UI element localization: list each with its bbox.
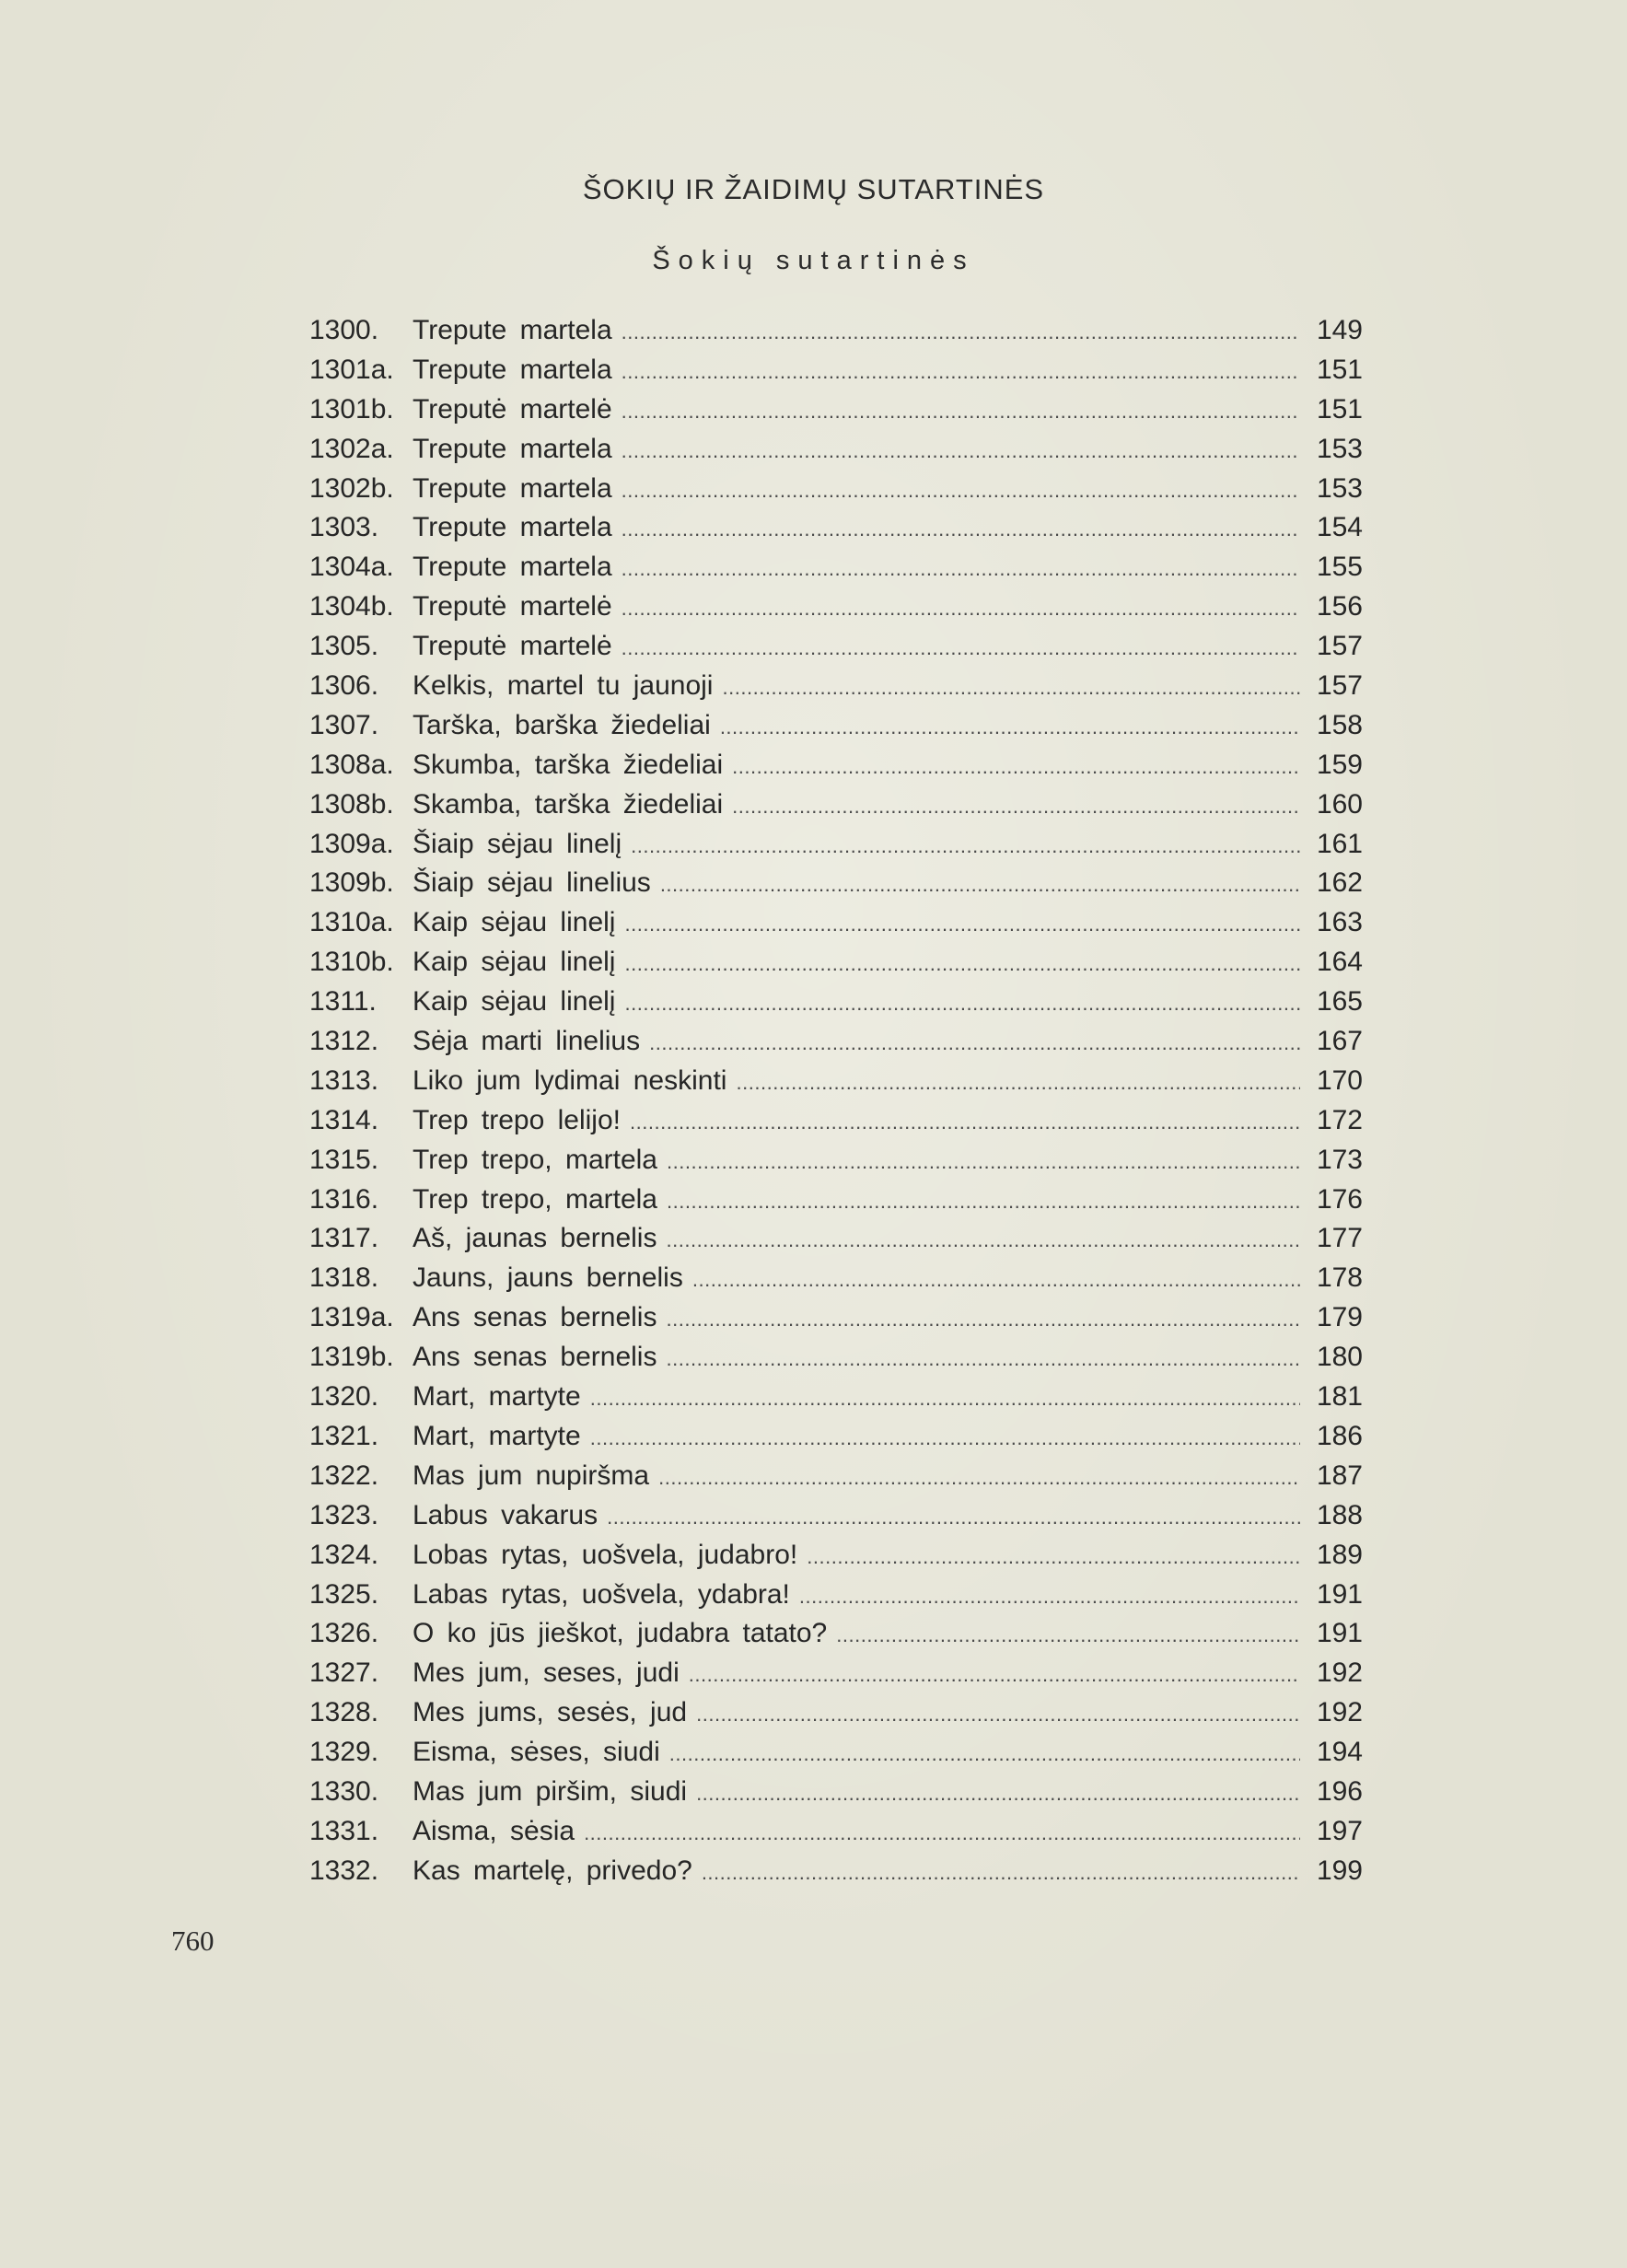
toc-entry — [309, 591, 1363, 631]
entry-number: 1315. — [309, 1144, 379, 1175]
entry-number: 1303. — [309, 512, 379, 543]
entry-title: Skumba, tarška žiedeliai — [413, 749, 724, 780]
entry-number: 1318. — [309, 1262, 379, 1294]
entry-page-number: 151 — [1316, 393, 1363, 425]
entry-page-number: 173 — [1316, 1144, 1363, 1175]
entry-number: 1325. — [309, 1578, 379, 1610]
entry-number: 1319b. — [309, 1342, 394, 1373]
dot-leader — [736, 1071, 1300, 1095]
entry-title: Šiaip sėjau linelį — [413, 828, 622, 859]
entry-page-number: 187 — [1316, 1460, 1363, 1491]
entry-title: Trepute martela — [413, 433, 612, 464]
entry-number: 1329. — [309, 1737, 379, 1768]
entry-number: 1308a. — [309, 749, 394, 780]
dot-leader — [666, 1347, 1300, 1371]
entry-title: Mes jums, sesės, jud — [413, 1697, 688, 1728]
dot-leader — [696, 1782, 1300, 1806]
toc-entry — [309, 947, 1363, 986]
dot-leader — [799, 1585, 1300, 1609]
entry-number: 1309b. — [309, 867, 394, 899]
toc-entry — [309, 631, 1363, 670]
entry-number: 1316. — [309, 1183, 379, 1215]
entry-page-number: 192 — [1316, 1657, 1363, 1689]
entry-page-number: 154 — [1316, 512, 1363, 543]
dot-leader — [624, 952, 1300, 976]
entry-title: Labas rytas, uošvela, ydabra! — [413, 1578, 790, 1610]
dot-leader — [666, 1308, 1300, 1332]
entry-page-number: 153 — [1316, 472, 1363, 504]
entry-page-number: 197 — [1316, 1815, 1363, 1846]
entry-title: Aisma, sėsia — [413, 1815, 575, 1846]
toc-entry — [309, 1657, 1363, 1697]
toc-entry — [309, 512, 1363, 552]
dot-leader — [584, 1821, 1300, 1845]
entry-page-number: 151 — [1316, 354, 1363, 385]
entry-title: Trepute martela — [413, 472, 612, 504]
entry-number: 1309a. — [309, 828, 394, 859]
entry-title: Treputė martelė — [413, 591, 612, 622]
toc-entry — [309, 1223, 1363, 1262]
dot-leader — [622, 400, 1300, 424]
entry-title: Labus vakarus — [413, 1499, 599, 1530]
entry-page-number: 158 — [1316, 709, 1363, 740]
toc-entry — [309, 315, 1363, 355]
entry-page-number: 162 — [1316, 867, 1363, 899]
entry-number: 1324. — [309, 1539, 379, 1570]
entry-number: 1310a. — [309, 907, 394, 938]
entry-number: 1322. — [309, 1460, 379, 1491]
entry-number: 1304a. — [309, 552, 394, 583]
entry-number: 1304b. — [309, 591, 394, 622]
dot-leader — [732, 755, 1300, 779]
entry-number: 1328. — [309, 1697, 379, 1728]
entry-title: Trep trepo, martela — [413, 1144, 657, 1175]
toc-entry — [309, 473, 1363, 513]
dot-leader — [607, 1506, 1300, 1529]
entry-title: Kelkis, martel tu jaunoji — [413, 670, 714, 702]
entry-page-number: 177 — [1316, 1223, 1363, 1254]
table-of-contents — [309, 315, 1363, 1895]
toc-entry — [309, 907, 1363, 947]
toc-entry — [309, 1302, 1363, 1342]
dot-leader — [622, 518, 1300, 541]
dot-leader — [630, 1111, 1300, 1134]
entry-page-number: 172 — [1316, 1104, 1363, 1135]
entry-page-number: 186 — [1316, 1420, 1363, 1451]
toc-entry — [309, 789, 1363, 829]
toc-entry — [309, 1855, 1363, 1895]
entry-number: 1326. — [309, 1618, 379, 1649]
entry-page-number: 180 — [1316, 1342, 1363, 1373]
toc-entry — [309, 1697, 1363, 1737]
toc-entry — [309, 1776, 1363, 1816]
entry-title: Mart, martyte — [413, 1381, 581, 1413]
entry-number: 1332. — [309, 1855, 379, 1886]
entry-page-number: 157 — [1316, 670, 1363, 702]
entry-number: 1313. — [309, 1064, 379, 1096]
toc-entry — [309, 670, 1363, 710]
entry-page-number: 178 — [1316, 1262, 1363, 1294]
entry-title: Kaip sėjau linelį — [413, 947, 616, 978]
entry-page-number: 165 — [1316, 986, 1363, 1018]
toc-entry — [309, 1816, 1363, 1855]
toc-entry — [309, 394, 1363, 434]
toc-entry — [309, 552, 1363, 591]
entry-number: 1301a. — [309, 354, 394, 385]
dot-leader — [669, 1742, 1300, 1766]
entry-page-number: 199 — [1316, 1855, 1363, 1886]
dot-leader — [696, 1703, 1300, 1727]
entry-title: Trepute martela — [413, 552, 612, 583]
dot-leader — [624, 913, 1300, 936]
entry-title: Tarška, barška žiedeliai — [413, 709, 711, 740]
dot-leader — [807, 1545, 1300, 1569]
entry-number: 1310b. — [309, 947, 394, 978]
entry-number: 1301b. — [309, 393, 394, 425]
entry-page-number: 153 — [1316, 433, 1363, 464]
entry-title: Mas jum piršim, siudi — [413, 1775, 688, 1807]
entry-title: Treputė martelė — [413, 631, 612, 662]
entry-title: Eisma, sėses, siudi — [413, 1737, 660, 1768]
entry-page-number: 167 — [1316, 1026, 1363, 1057]
entry-title: Liko jum lydimai neskinti — [413, 1064, 727, 1096]
dot-leader — [622, 320, 1300, 344]
entry-number: 1330. — [309, 1775, 379, 1807]
toc-entry — [309, 1065, 1363, 1105]
entry-page-number: 159 — [1316, 749, 1363, 780]
entry-page-number: 164 — [1316, 947, 1363, 978]
entry-page-number: 157 — [1316, 631, 1363, 662]
entry-number: 1327. — [309, 1657, 379, 1689]
entry-page-number: 196 — [1316, 1775, 1363, 1807]
dot-leader — [622, 360, 1300, 384]
dot-leader — [689, 1663, 1300, 1687]
entry-page-number: 188 — [1316, 1499, 1363, 1530]
toc-entry — [309, 1737, 1363, 1776]
dot-leader — [658, 1466, 1300, 1490]
dot-leader — [667, 1190, 1300, 1214]
entry-page-number: 160 — [1316, 788, 1363, 820]
entry-title: Kaip sėjau linelį — [413, 986, 616, 1018]
entry-title: Mes jum, seses, judi — [413, 1657, 680, 1689]
entry-title: Trepute martela — [413, 315, 612, 345]
toc-entry — [309, 986, 1363, 1026]
entry-page-number: 194 — [1316, 1737, 1363, 1768]
entry-number: 1320. — [309, 1381, 379, 1413]
entry-number: 1308b. — [309, 788, 394, 820]
entry-number: 1321. — [309, 1420, 379, 1451]
toc-entry — [309, 1026, 1363, 1065]
entry-number: 1317. — [309, 1223, 379, 1254]
toc-entry — [309, 1381, 1363, 1421]
entry-title: Sėja marti linelius — [413, 1026, 641, 1057]
dot-leader — [667, 1150, 1300, 1174]
dot-leader — [649, 1031, 1300, 1055]
dot-leader — [622, 439, 1300, 463]
entry-page-number: 161 — [1316, 828, 1363, 859]
section-title: ŠOKIŲ IR ŽAIDIMŲ SUTARTINĖS — [582, 173, 1045, 205]
dot-leader — [590, 1426, 1300, 1450]
toc-entry — [309, 1460, 1363, 1500]
entry-title: Trep trepo, martela — [413, 1183, 657, 1215]
entry-page-number: 191 — [1316, 1618, 1363, 1649]
entry-page-number: 155 — [1316, 552, 1363, 583]
entry-number: 1306. — [309, 670, 379, 702]
entry-title: Kaip sėjau linelį — [413, 907, 616, 938]
toc-entry — [309, 355, 1363, 394]
dot-leader — [622, 479, 1300, 503]
entry-number: 1305. — [309, 631, 379, 662]
toc-entry — [309, 829, 1363, 868]
entry-title: Šiaip sėjau linelius — [413, 867, 651, 899]
entry-title: Lobas rytas, uošvela, judabro! — [413, 1539, 798, 1570]
dot-leader — [836, 1623, 1300, 1647]
entry-number: 1331. — [309, 1815, 379, 1846]
entry-title: Skamba, tarška žiedeliai — [413, 788, 724, 820]
entry-page-number: 191 — [1316, 1578, 1363, 1610]
entry-page-number: 163 — [1316, 907, 1363, 938]
toc-entry — [309, 1184, 1363, 1224]
dot-leader — [631, 834, 1300, 858]
entry-number: 1319a. — [309, 1302, 394, 1333]
entry-title: Trep trepo lelijo! — [413, 1104, 621, 1135]
entry-title: Aš, jaunas bernelis — [413, 1223, 657, 1254]
entry-page-number: 192 — [1316, 1697, 1363, 1728]
toc-entry — [309, 1262, 1363, 1302]
toc-entry — [309, 1618, 1363, 1657]
entry-page-number: 170 — [1316, 1064, 1363, 1096]
dot-leader — [732, 795, 1300, 819]
entry-page-number: 189 — [1316, 1539, 1363, 1570]
entry-number: 1314. — [309, 1104, 379, 1135]
dot-leader — [702, 1861, 1300, 1885]
dot-leader — [722, 676, 1300, 700]
toc-entry — [309, 750, 1363, 789]
entry-page-number: 149 — [1316, 315, 1363, 345]
subsection-title: Šokių sutartinės — [652, 246, 975, 275]
entry-title: O ko jūs jieškot, judabra tatato? — [413, 1618, 828, 1649]
entry-title: Jauns, jauns bernelis — [413, 1262, 683, 1294]
entry-title: Ans senas bernelis — [413, 1342, 657, 1373]
entry-title: Treputė martelė — [413, 393, 612, 425]
entry-page-number: 176 — [1316, 1183, 1363, 1215]
dot-leader — [666, 1228, 1300, 1252]
entry-title: Mas jum nupiršma — [413, 1460, 650, 1491]
toc-entry — [309, 867, 1363, 907]
entry-number: 1300. — [309, 315, 379, 345]
toc-entry — [309, 710, 1363, 750]
toc-entry — [309, 1145, 1363, 1184]
entry-title: Mart, martyte — [413, 1420, 581, 1451]
entry-page-number: 181 — [1316, 1381, 1363, 1413]
dot-leader — [622, 557, 1300, 581]
page-number: 760 — [171, 1925, 215, 1957]
toc-entry — [309, 434, 1363, 473]
entry-number: 1307. — [309, 709, 379, 740]
entry-title: Ans senas bernelis — [413, 1302, 657, 1333]
dot-leader — [622, 636, 1300, 660]
entry-number: 1312. — [309, 1026, 379, 1057]
entry-page-number: 179 — [1316, 1302, 1363, 1333]
entry-number: 1323. — [309, 1499, 379, 1530]
dot-leader — [660, 873, 1300, 897]
entry-number: 1302b. — [309, 472, 394, 504]
toc-entry — [309, 1579, 1363, 1619]
toc-entry — [309, 1421, 1363, 1460]
dot-leader — [720, 715, 1300, 739]
entry-title: Trepute martela — [413, 512, 612, 543]
entry-number: 1311. — [309, 986, 377, 1018]
entry-title: Kas martelę, privedo? — [413, 1855, 692, 1886]
dot-leader — [692, 1268, 1300, 1292]
dot-leader — [622, 597, 1300, 621]
toc-entry — [309, 1500, 1363, 1540]
entry-page-number: 156 — [1316, 591, 1363, 622]
dot-leader — [624, 992, 1300, 1016]
entry-title: Trepute martela — [413, 354, 612, 385]
toc-entry — [309, 1540, 1363, 1579]
toc-entry — [309, 1105, 1363, 1145]
dot-leader — [590, 1387, 1300, 1411]
toc-entry — [309, 1342, 1363, 1381]
entry-number: 1302a. — [309, 433, 394, 464]
